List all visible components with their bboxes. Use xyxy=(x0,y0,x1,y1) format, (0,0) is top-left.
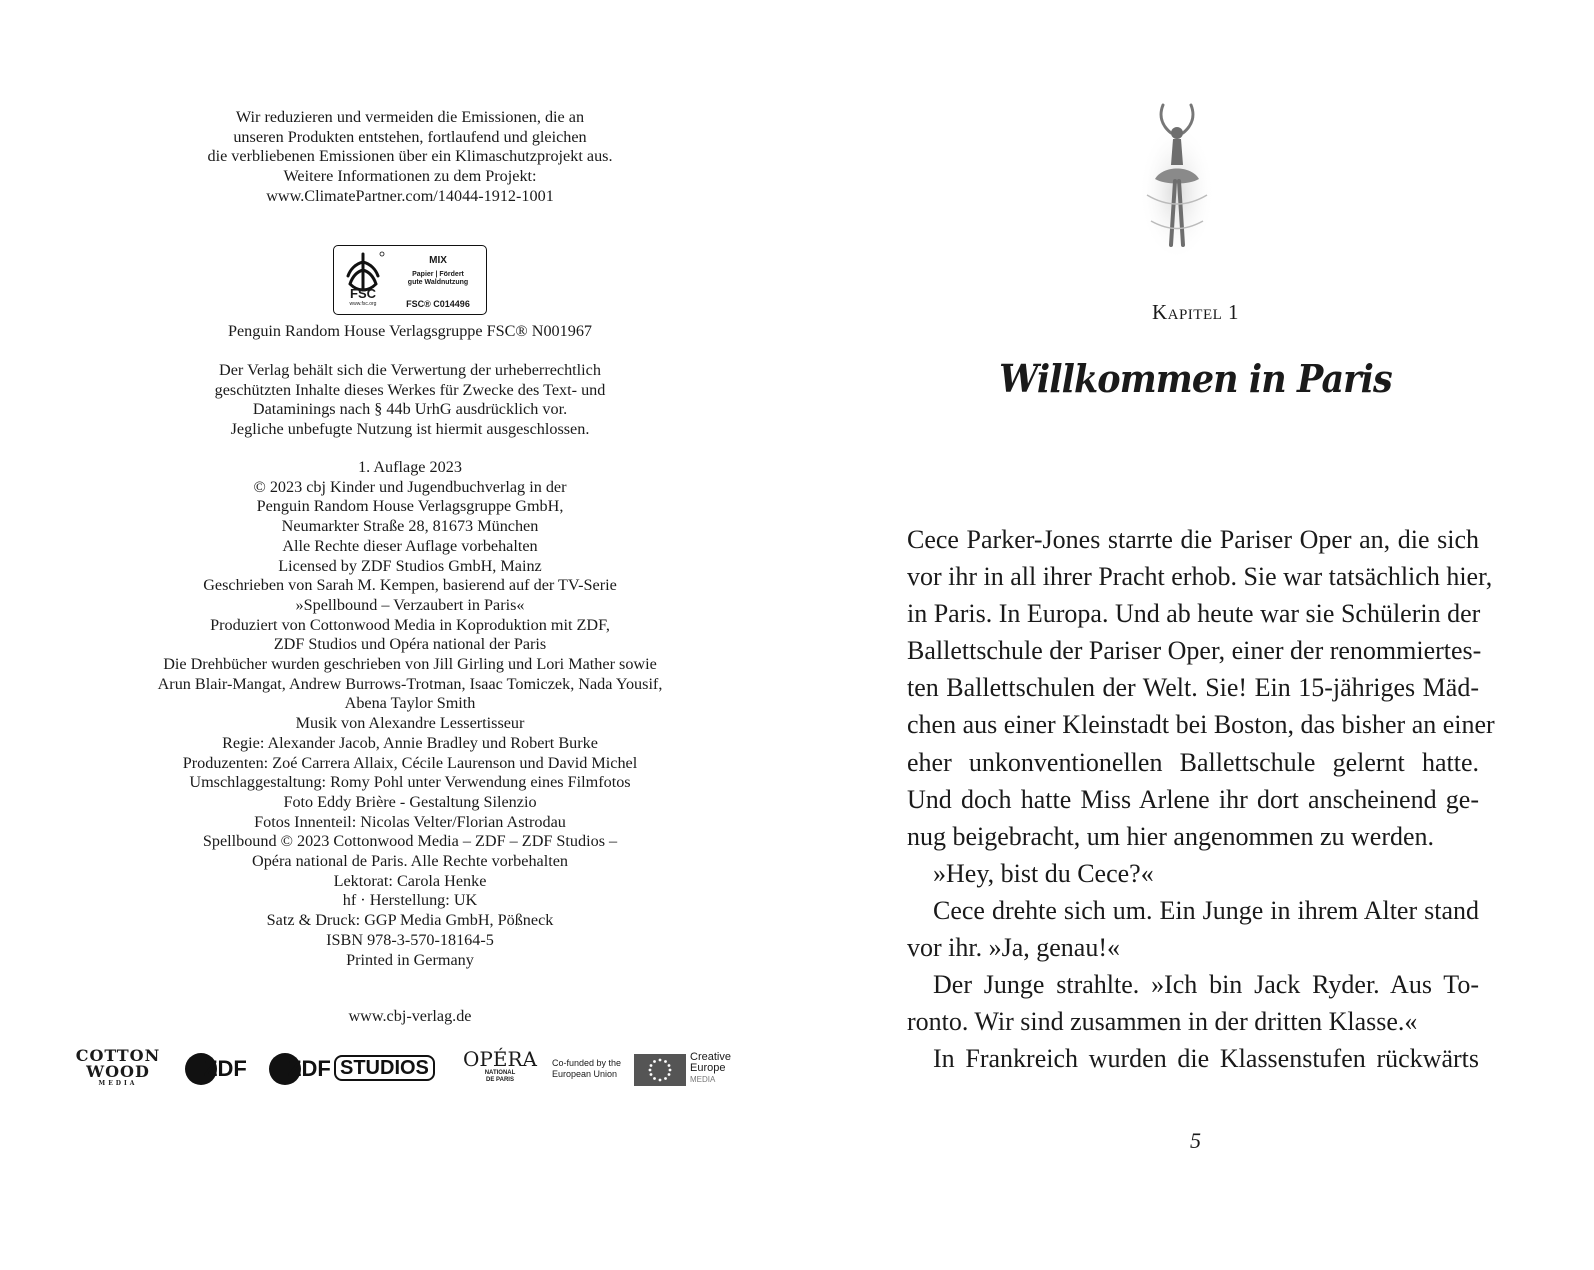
credit-line: »Spellbound – Verzaubert in Paris« xyxy=(295,595,525,614)
credit-line: Lektorat: Carola Henke xyxy=(333,871,487,890)
credit-line: Regie: Alexander Jacob, Annie Bradley und Robert Burke xyxy=(222,733,598,752)
eu-flag-icon xyxy=(634,1054,686,1086)
credit-line: ZDF Studios und Opéra national der Paris xyxy=(273,635,547,654)
zdf-text: ZDF xyxy=(204,1056,247,1081)
rights-notice xyxy=(110,361,710,440)
credit-line: Neumarkter Straße 28, 81673 München xyxy=(281,517,539,536)
fsc-line xyxy=(110,322,710,342)
rights-line: Jegliche unbefugte Nutzung ist hiermit ausgeschlossen. xyxy=(230,420,590,439)
fsc-line-text: Penguin Random House Verlagsgruppe FSC® N001967 xyxy=(227,322,593,340)
ce-line: Europe xyxy=(690,1062,726,1074)
credit-line: Fotos Innenteil: Nicolas Velter/Florian Astrodau xyxy=(254,812,566,831)
credit-line: Produziert von Cottonwood Media in Koproduktion mit ZDF, xyxy=(210,615,610,634)
website-text: www.cbj-verlag.de xyxy=(348,1007,472,1025)
chapter-label: Kapitel 1 xyxy=(1151,300,1240,324)
cottonwood-logo xyxy=(70,1048,166,1088)
credit-line: Arun Blair-Mangat, Andrew Burrows-Trotman, Isaac Tomiczek, Nada Yousif, xyxy=(157,674,663,693)
body-line: Cece drehte sich um. Ein Junge in ihrem Alter stand xyxy=(933,895,1479,925)
opera-sub1: NATIONAL xyxy=(484,1070,516,1076)
body-line: Und doch hatte Miss Arlene ihr dort anscheinend ge- xyxy=(907,784,1479,814)
publisher-website xyxy=(110,1007,710,1027)
partner-logos xyxy=(70,1048,750,1088)
climate-line: unseren Produkten entstehen, fortlaufend und gleichen xyxy=(233,127,587,146)
body-line: Ballettschule der Pariser Oper, einer der renommiertes- xyxy=(907,636,1482,666)
fsc-mix: MIX xyxy=(429,255,447,266)
fsc-code: FSC® C014496 xyxy=(406,299,470,309)
body-line: »Hey, bist du Cece?« xyxy=(933,858,1154,888)
credit-line: Die Drehbücher wurden geschrieben von Jill Girling und Lori Mather sowie xyxy=(163,655,657,674)
ballerina-illustration xyxy=(1137,95,1217,265)
chapter-body xyxy=(907,521,1495,1077)
opera-sub2: DE PARIS xyxy=(486,1077,514,1083)
climate-url: www.ClimatePartner.com/14044-1912-1001 xyxy=(266,186,554,205)
opera-text: OPÉRA xyxy=(463,1047,537,1071)
credit-line: Umschlaggestaltung: Romy Pohl unter Verwendung eines Filmfotos xyxy=(189,773,631,792)
fsc-url: www.fsc.org xyxy=(349,301,377,307)
chapter-title: Willkommen in Paris xyxy=(999,356,1392,401)
credit-line: Printed in Germany xyxy=(346,950,474,969)
credits xyxy=(110,458,710,970)
body-line: ronto. Wir sind zusammen in der dritten Klasse.« xyxy=(907,1007,1418,1037)
cottonwood-bottom: WOOD xyxy=(86,1062,150,1081)
zdf-studios-zdf: ZDF xyxy=(288,1056,331,1081)
page-number: 5 xyxy=(1190,1128,1201,1153)
cottonwood-top: COTTON xyxy=(75,1046,161,1065)
eu-line: European Union xyxy=(552,1069,618,1079)
credit-line: Alle Rechte dieser Auflage vorbehalten xyxy=(282,536,538,555)
fsc-desc-line: Papier | Fördert xyxy=(412,271,464,278)
credit-line: Penguin Random House Verlagsgruppe GmbH, xyxy=(256,497,564,516)
climate-line: Weitere Informationen zu dem Projekt: xyxy=(283,167,537,186)
credit-line: Satz & Druck: GGP Media GmbH, Pößneck xyxy=(266,911,554,930)
fsc-logo xyxy=(333,245,487,315)
credit-line: Foto Eddy Brière - Gestaltung Silenzio xyxy=(283,792,537,811)
credit-line: Spellbound © 2023 Cottonwood Media – ZDF – ZDF Studios – xyxy=(202,832,618,851)
cottonwood-media: MEDIA xyxy=(98,1080,138,1087)
creative-europe-logo xyxy=(690,1052,750,1085)
fsc-desc-line: gute Waldnutzung xyxy=(407,279,469,286)
climate-line: Wir reduzieren und vermeiden die Emissionen, die an xyxy=(235,108,585,126)
credit-line: ISBN 978-3-570-18164-5 xyxy=(326,930,494,949)
fsc-description xyxy=(394,271,482,287)
rights-line: Dataminings nach § 44b UrhG ausdrücklich vor. xyxy=(252,400,568,419)
chapter-page xyxy=(797,0,1594,1270)
credit-line: 1. Auflage 2023 xyxy=(358,458,462,476)
body-line: in Paris. In Europa. Und ab heute war sie Schülerin der xyxy=(907,599,1481,629)
fsc-brand: FSC xyxy=(350,286,376,301)
body-line: vor ihr in all ihrer Pracht erhob. Sie war tatsächlich hier, xyxy=(907,562,1493,592)
credit-line: © 2023 cbj Kinder und Jugendbuchverlag in der xyxy=(253,477,567,496)
opera-logo xyxy=(460,1048,540,1088)
eu-line: Co-funded by the xyxy=(552,1058,622,1068)
body-line: eher unkonventionellen Ballettschule gelernt hatte. xyxy=(907,747,1479,777)
credit-line: Produzenten: Zoé Carrera Allaix, Cécile Laurenson und David Michel xyxy=(182,753,638,772)
body-line: In Frankreich wurden die Klassenstufen rückwärts xyxy=(933,1044,1479,1074)
credit-line: hf · Herstellung: UK xyxy=(342,891,478,910)
body-line: ten Ballettschulen der Welt. Sie! Ein 15-jähriges Mäd- xyxy=(907,673,1479,703)
body-line: nug beigebracht, um hier angenommen zu werden. xyxy=(907,821,1435,851)
credit-line: Opéra national de Paris. Alle Rechte vorbehalten xyxy=(252,852,568,871)
credit-line: Geschrieben von Sarah M. Kempen, basierend auf der TV-Serie xyxy=(203,576,617,595)
credit-line: Musik von Alexandre Lessertisseur xyxy=(295,714,525,733)
credit-line: Licensed by ZDF Studios GmbH, Mainz xyxy=(278,556,542,575)
credit-line: Abena Taylor Smith xyxy=(344,694,476,713)
rights-line: Der Verlag behält sich die Verwertung der urheberrechtlich xyxy=(219,361,601,379)
ce-media: MEDIA xyxy=(690,1075,716,1084)
body-line: Der Junge strahlte. »Ich bin Jack Ryder. Aus To- xyxy=(933,970,1479,1000)
climate-notice xyxy=(110,108,710,207)
zdf-studios-logo xyxy=(268,1052,448,1086)
climate-line: die verbliebenen Emissionen über ein Klimaschutzprojekt aus. xyxy=(207,147,613,166)
zdf-studios-text: STUDIOS xyxy=(334,1055,435,1081)
body-line: chen aus einer Kleinstadt bei Boston, das bisher an einer xyxy=(907,710,1495,740)
ce-line: Creative xyxy=(690,1051,731,1063)
eu-cofunded xyxy=(552,1058,630,1080)
body-line: Cece Parker-Jones starrte die Pariser Oper an, die sich xyxy=(907,525,1479,554)
rights-line: geschützten Inhalte dieses Werkes für Zwecke des Text- und xyxy=(214,380,606,399)
body-line: vor ihr. »Ja, genau!« xyxy=(907,933,1121,963)
